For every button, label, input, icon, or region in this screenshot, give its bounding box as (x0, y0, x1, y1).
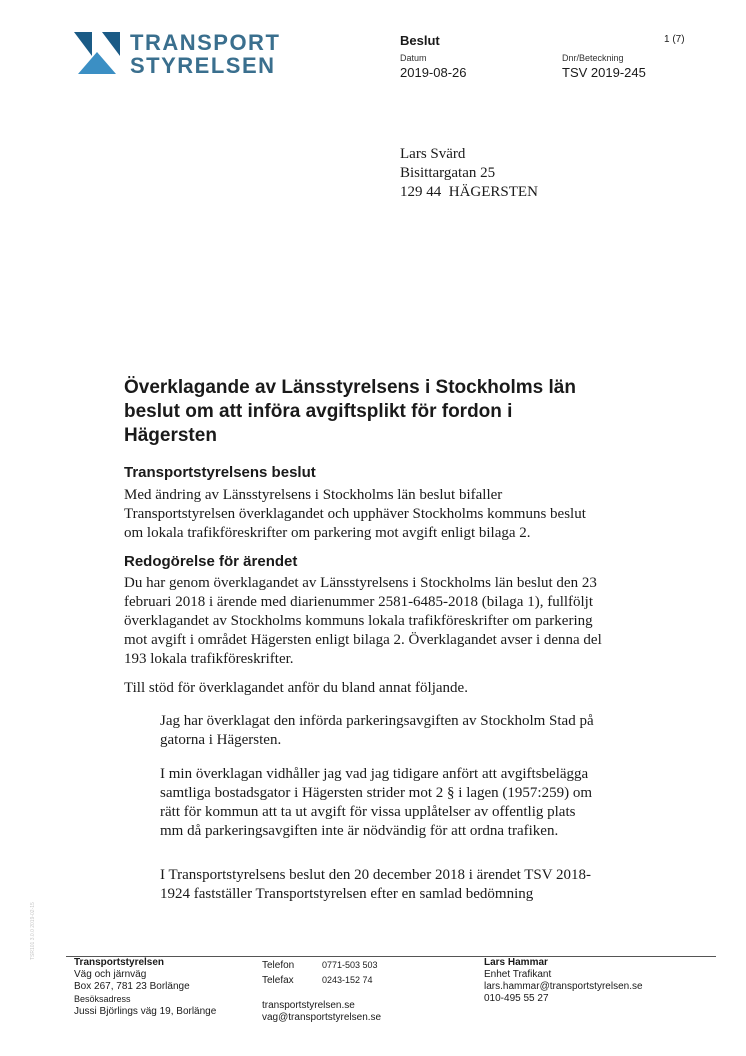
recipient-street: Bisittargatan 25 (400, 165, 496, 181)
form-code-watermark: TSR101 3.0.0 2019-02-15 (30, 902, 36, 960)
footer-visit-address: Jussi Björlings väg 19, Borlänge (74, 1006, 217, 1017)
contact-unit: Enhet Trafikant (484, 969, 552, 980)
footer-org-box: Box 267, 781 23 Borlänge (74, 981, 190, 992)
account-text: Du har genom överklagandet av Länsstyrelsens i Stockholms län beslut den 23 februari 2018 i ärende med diarienummer 2581-6485-2018 (bilaga 1), fullföljt överklagandet av Stockholms kommuns lokala trafikföreskrifter om parkering mot avgift i området Hägersten enligt bilaga 2. Överklagandet avser i denna del 193 lokala trafikföreskrifter. (124, 575, 602, 667)
recipient-name: Lars Svärd (400, 146, 466, 162)
decision-heading: Transportstyrelsens beslut (124, 464, 316, 481)
reference-label: Dnr/Beteckning (562, 53, 624, 63)
footer-fax: 0243-152 74 (322, 975, 373, 985)
footer-visit-label: Besöksadress (74, 994, 131, 1004)
transportstyrelsen-logo (74, 30, 281, 80)
quote-paragraph-3: I Transportstyrelsens beslut den 20 december 2018 i ärendet TSV 2018-1924 fastställer Transportstyrelsen efter en samlad bedömning (160, 867, 592, 902)
page-number: 1 (7) (664, 34, 685, 45)
contact-name: Lars Hammar (484, 957, 548, 968)
date-value: 2019-08-26 (400, 65, 467, 80)
footer-org-name: Transportstyrelsen (74, 957, 165, 968)
quote-paragraph-2: I min överklagan vidhåller jag vad jag tidigare anfört att avgiftsbelägga samtliga bostadsgator i Hägersten strider mot 2 § i lagen (1957:259) om rätt för kommun att ta ut avgift för vissa upplåtelser av offentlig plats mm då parkeringsavgiften inte är nödvändig för att ordna trafiken. (160, 766, 592, 839)
logo-text-line2: STYRELSEN (130, 53, 276, 78)
logo-mark-icon (74, 30, 120, 76)
document-type: Beslut (400, 33, 440, 48)
footer-fax-label: Telefax (262, 975, 294, 986)
logo-text-line1: TRANSPORT (130, 30, 281, 55)
recipient-postal: 129 44 HÄGERSTEN (400, 184, 538, 200)
contact-phone: 010-495 55 27 (484, 993, 549, 1004)
reference-value: TSV 2019-245 (562, 65, 646, 80)
contact-email[interactable]: lars.hammar@transportstyrelsen.se (484, 981, 643, 992)
account-heading: Redogörelse för ärendet (124, 553, 298, 570)
date-label: Datum (400, 53, 427, 63)
support-text: Till stöd för överklagandet anför du bland annat följande. (124, 680, 468, 696)
footer-phone-label: Telefon (262, 960, 295, 971)
quote-paragraph-1: Jag har överklagat den införda parkeringsavgiften av Stockholm Stad på gatorna i Hägersten. (160, 713, 594, 748)
decision-text: Med ändring av Länsstyrelsens i Stockholms län beslut bifaller Transportstyrelsen överklagandet och upphäver Stockholms kommuns beslut om lokala trafikföreskrifter om parkering mot avgift enligt bilaga 2. (124, 487, 586, 541)
footer-website[interactable]: transportstyrelsen.se (262, 1000, 355, 1011)
document-title: Överklagande av Länsstyrelsens i Stockholms län beslut om att införa avgiftsplikt för fordon i Hägersten (124, 377, 576, 446)
footer-phone: 0771-503 503 (322, 960, 378, 970)
footer-org-dept: Väg och järnväg (74, 969, 147, 980)
footer-email[interactable]: vag@transportstyrelsen.se (262, 1012, 382, 1023)
